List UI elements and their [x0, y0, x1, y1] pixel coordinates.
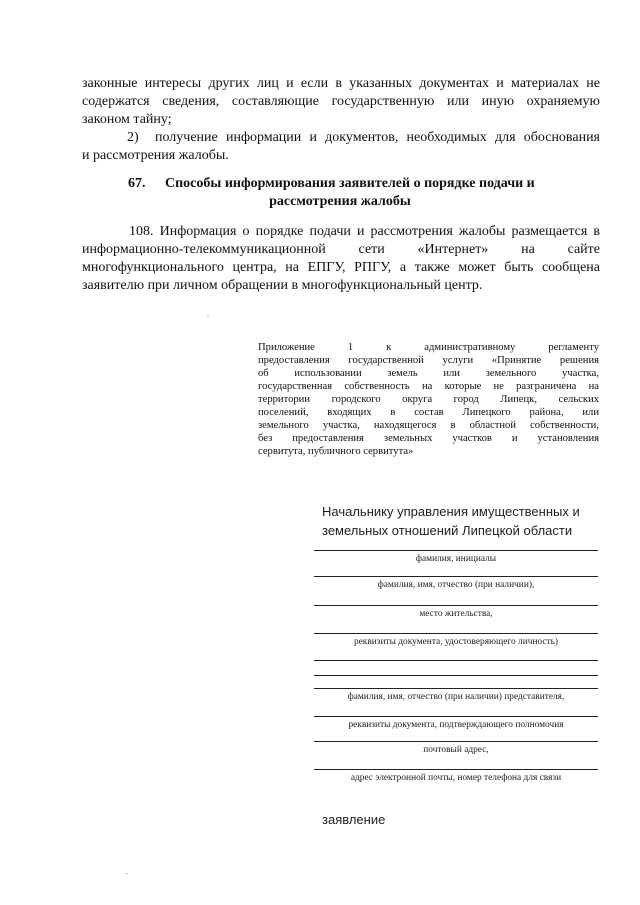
- paragraph-108-line-4: заявителю при личном обращении в многофункциональный центр.: [82, 278, 483, 293]
- form-field-line[interactable]: [314, 576, 598, 577]
- form-field-caption: реквизиты документа, удостоверяющего личность): [353, 637, 559, 647]
- form-field-caption: адрес электронной почты, номер телефона для связи: [350, 773, 562, 783]
- form-field-caption: фамилия, имя, отчество (при наличии) представителя,: [347, 692, 565, 702]
- appendix-line: государственная собственность на которые не разграничена на: [258, 381, 599, 392]
- form-field-caption: фамилия, инициалы: [415, 554, 497, 564]
- section-number: 67.: [128, 176, 146, 191]
- form-field-line[interactable]: [314, 716, 598, 717]
- paragraph-108-line-2: информационно-телекоммуникационной сети «Интернет» на сайте: [82, 242, 600, 257]
- form-field-caption: реквизиты документа, подтверждающего полномочия: [348, 720, 564, 730]
- section-title-line-1: Способы информирования заявителей о порядке подачи и: [165, 176, 535, 191]
- form-field-line[interactable]: [314, 769, 598, 770]
- form-field-line[interactable]: [314, 633, 598, 634]
- list-item-line-1: получение информации и документов, необходимых для обоснования: [155, 130, 600, 145]
- addressee-line-1: Начальнику управления имущественных и: [322, 504, 580, 519]
- form-field-line[interactable]: [314, 675, 598, 676]
- paragraph-108-line-1: 108. Информация о порядке подачи и рассмотрения жалобы размещается в: [129, 224, 600, 239]
- form-field-caption: почтовый адрес,: [423, 745, 489, 755]
- form-field-line[interactable]: [314, 741, 598, 742]
- appendix-line: поселений, входящих в состав Липецкого района, или: [258, 407, 599, 418]
- scan-speck: [126, 873, 128, 874]
- list-item-number: 2): [127, 130, 139, 145]
- scan-speck: [207, 315, 209, 316]
- form-field-line[interactable]: [314, 660, 598, 661]
- form-field-line[interactable]: [314, 688, 598, 689]
- appendix-line: земельного участка, находящегося в областной собственности,: [258, 420, 599, 431]
- form-field-caption: место жительства,: [419, 609, 493, 619]
- paragraph-108-line-3: многофункционального центра, на ЕПГУ, РПГУ, а также может быть сообщена: [82, 260, 600, 275]
- body-text-line-3: законом тайну;: [82, 112, 172, 127]
- body-text-line-2: содержатся сведения, составляющие государственную или иную охраняемую: [82, 94, 600, 109]
- list-item-line-2: и рассмотрения жалобы.: [82, 148, 229, 163]
- form-field-line[interactable]: [314, 550, 598, 551]
- section-title-line-2: рассмотрения жалобы: [269, 194, 411, 209]
- form-field-caption: фамилия, имя, отчество (при наличии),: [377, 580, 535, 590]
- addressee-line-2: земельных отношений Липецкой области: [322, 523, 573, 538]
- document-title: заявление: [322, 812, 386, 827]
- appendix-line: Приложение 1 к административному регламенту: [258, 342, 599, 353]
- form-field-line[interactable]: [314, 605, 598, 606]
- appendix-line: об использовании земель или земельного участка,: [258, 368, 599, 379]
- body-text-line-1: законные интересы других лиц и если в указанных документах и материалах не: [82, 76, 600, 91]
- appendix-line: сервитута, публичного сервитута»: [258, 446, 414, 457]
- appendix-line: без предоставления земельных участков и установления: [258, 433, 599, 444]
- appendix-line: территории городского округа город Липецк, сельских: [258, 394, 599, 405]
- appendix-line: предоставления государственной услуги «Принятие решения: [258, 355, 599, 366]
